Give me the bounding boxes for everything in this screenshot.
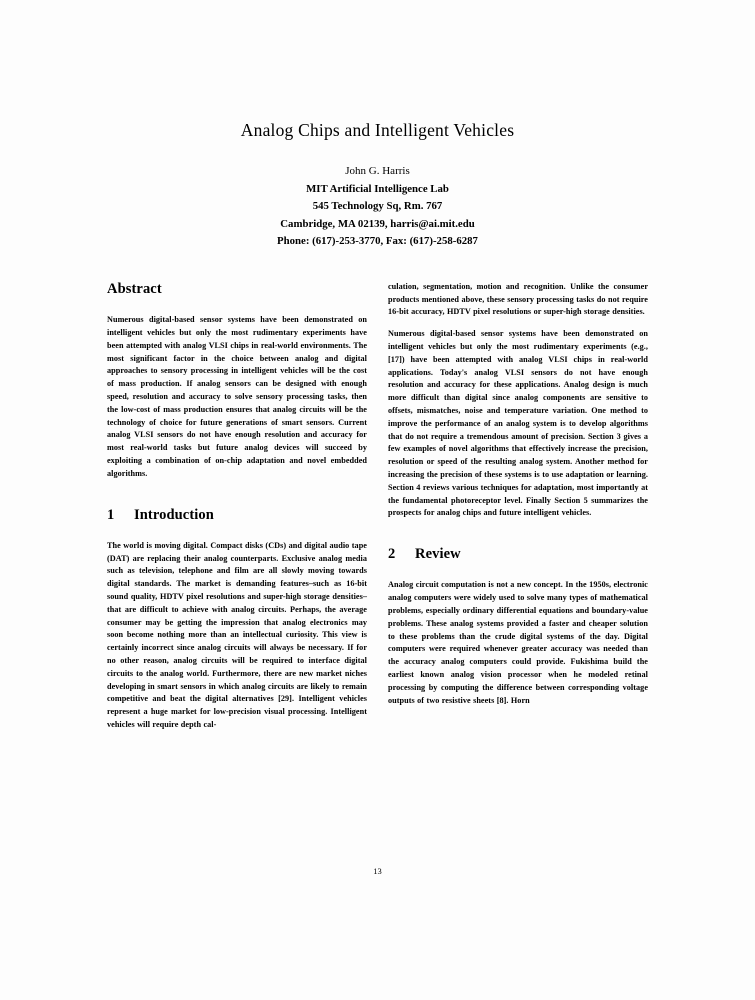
abstract-paragraph: Numerous digital-based sensor systems have been demonstrated on intelligent vehicles but only the most rudimentary experiments have been attempted with analog VLSI chips in real-world environments. The most significant factor in the choice between analog and digital approaches to sensory processing in intelligent vehicles will be the cost of mass production. If analog sensors can be designed with enough speed, resolution and accuracy to solve sensory processing tasks, then the low-cost of mass production ensures that analog circuits will be the technology of choice for future generations of smart sensors. Current analog VLSI sensors do not have enough resolution and accuracy for most real-world tasks but future analog devices will succeed by exploiting a combination of on-chip adaptation and novel embedded algorithms. <box>107 315 367 478</box>
two-column-body <box>107 281 648 732</box>
section-title-introduction: Introduction <box>134 506 214 523</box>
author-phone-fax: Phone: (617)-253-3770, Fax: (617)-258-6287 <box>277 235 478 248</box>
author-block <box>107 163 648 251</box>
review-paragraph-1: Analog circuit computation is not a new concept. In the 1950s, electronic analog computers were widely used to solve many types of mathematical problems, especially ordinary differential equations and boundary-value problems. These analog systems provided a faster and cheaper solution to these problems than the crude digital systems of the day. Digital computers were required whenever greater accuracy was needed than the accuracy analog computers could provide. Fukishima build the earliest known analog vision processor when he modeled retinal processing by computing the difference between corresponding voltage outputs of two resistive sheets [8]. Horn <box>388 580 648 705</box>
page-number: 13 <box>373 866 382 876</box>
author-city-email: Cambridge, MA 02139, harris@ai.mit.edu <box>280 217 475 230</box>
introduction-paragraph-2: Numerous digital-based sensor systems have been demonstrated on intelligent vehicles but only the most rudimentary experiments (e.g., [17]) have been attempted with analog VLSI chips in real-world applications. Today's analog VLSI sensors do not have enough resolution and accuracy for these applications. Analog design is much more difficult than digital since analog components are sensitive to offsets, mismatches, noise and temperature variation. One method to improve the performance of an analog system is to develop algorithms that do not require a tremendous amount of precision. Section 3 gives a few examples of novel algorithms that effectively increase the precision, resolution or speed of the resulting analog system. Another method for increasing the precision of these systems is to use adaptation or learning. Section 4 reviews various techniques for adaptation, most importantly at the fundamental photoreceptor level. Finally Section 5 summarizes the prospects for analog chips and future intelligent vehicles. <box>388 329 648 518</box>
author-address: 545 Technology Sq, Rm. 767 <box>312 200 443 213</box>
introduction-paragraph-1-left: The world is moving digital. Compact disks (CDs) and digital audio tape (DAT) are replacing their analog counterparts. Exclusive analog media such as television, telephone and film are all slowly moving towards digital standards. The market is demanding features–such as 16-bit sound quality, HDTV pixel resolutions and super-high storage densities–that are difficult to achieve with analog circuits. Perhaps, the average consumer may be getting the impression that analog electronics may soon become nothing more than an intellectual curiosity. This view is certainly incorrect since analog circuits will always be necessary. If for no other reason, analog circuits will be required to interface digital circuits to the analog world. Furthermore, there are new market niches developing in smart sensors in which analog circuits are likely to remain competitive and beat the digital alternatives [29]. Intelligent vehicles represent a huge market for low-precision visual processing. Intelligent vehicles will require depth cal- <box>107 540 367 730</box>
section-heading-introduction <box>107 507 367 524</box>
author-name: John G. Harris <box>345 165 410 177</box>
section-number-introduction: 1 <box>107 506 115 523</box>
author-affiliation: MIT Artificial Intelligence Lab <box>306 182 449 195</box>
left-column <box>107 281 367 732</box>
page-title: Analog Chips and Intelligent Vehicles <box>240 120 515 140</box>
section-title-review: Review <box>415 546 461 563</box>
section-number-review: 2 <box>388 546 396 563</box>
abstract-heading: Abstract <box>107 280 162 297</box>
section-heading-review <box>388 546 648 563</box>
page-content <box>107 120 648 732</box>
introduction-paragraph-1-right: culation, segmentation, motion and recognition. Unlike the consumer products mentioned above, these sensory processing tasks do not require 16-bit accuracy, HDTV pixel resolutions or super-high storage densities. <box>388 281 648 317</box>
right-column <box>388 281 648 708</box>
